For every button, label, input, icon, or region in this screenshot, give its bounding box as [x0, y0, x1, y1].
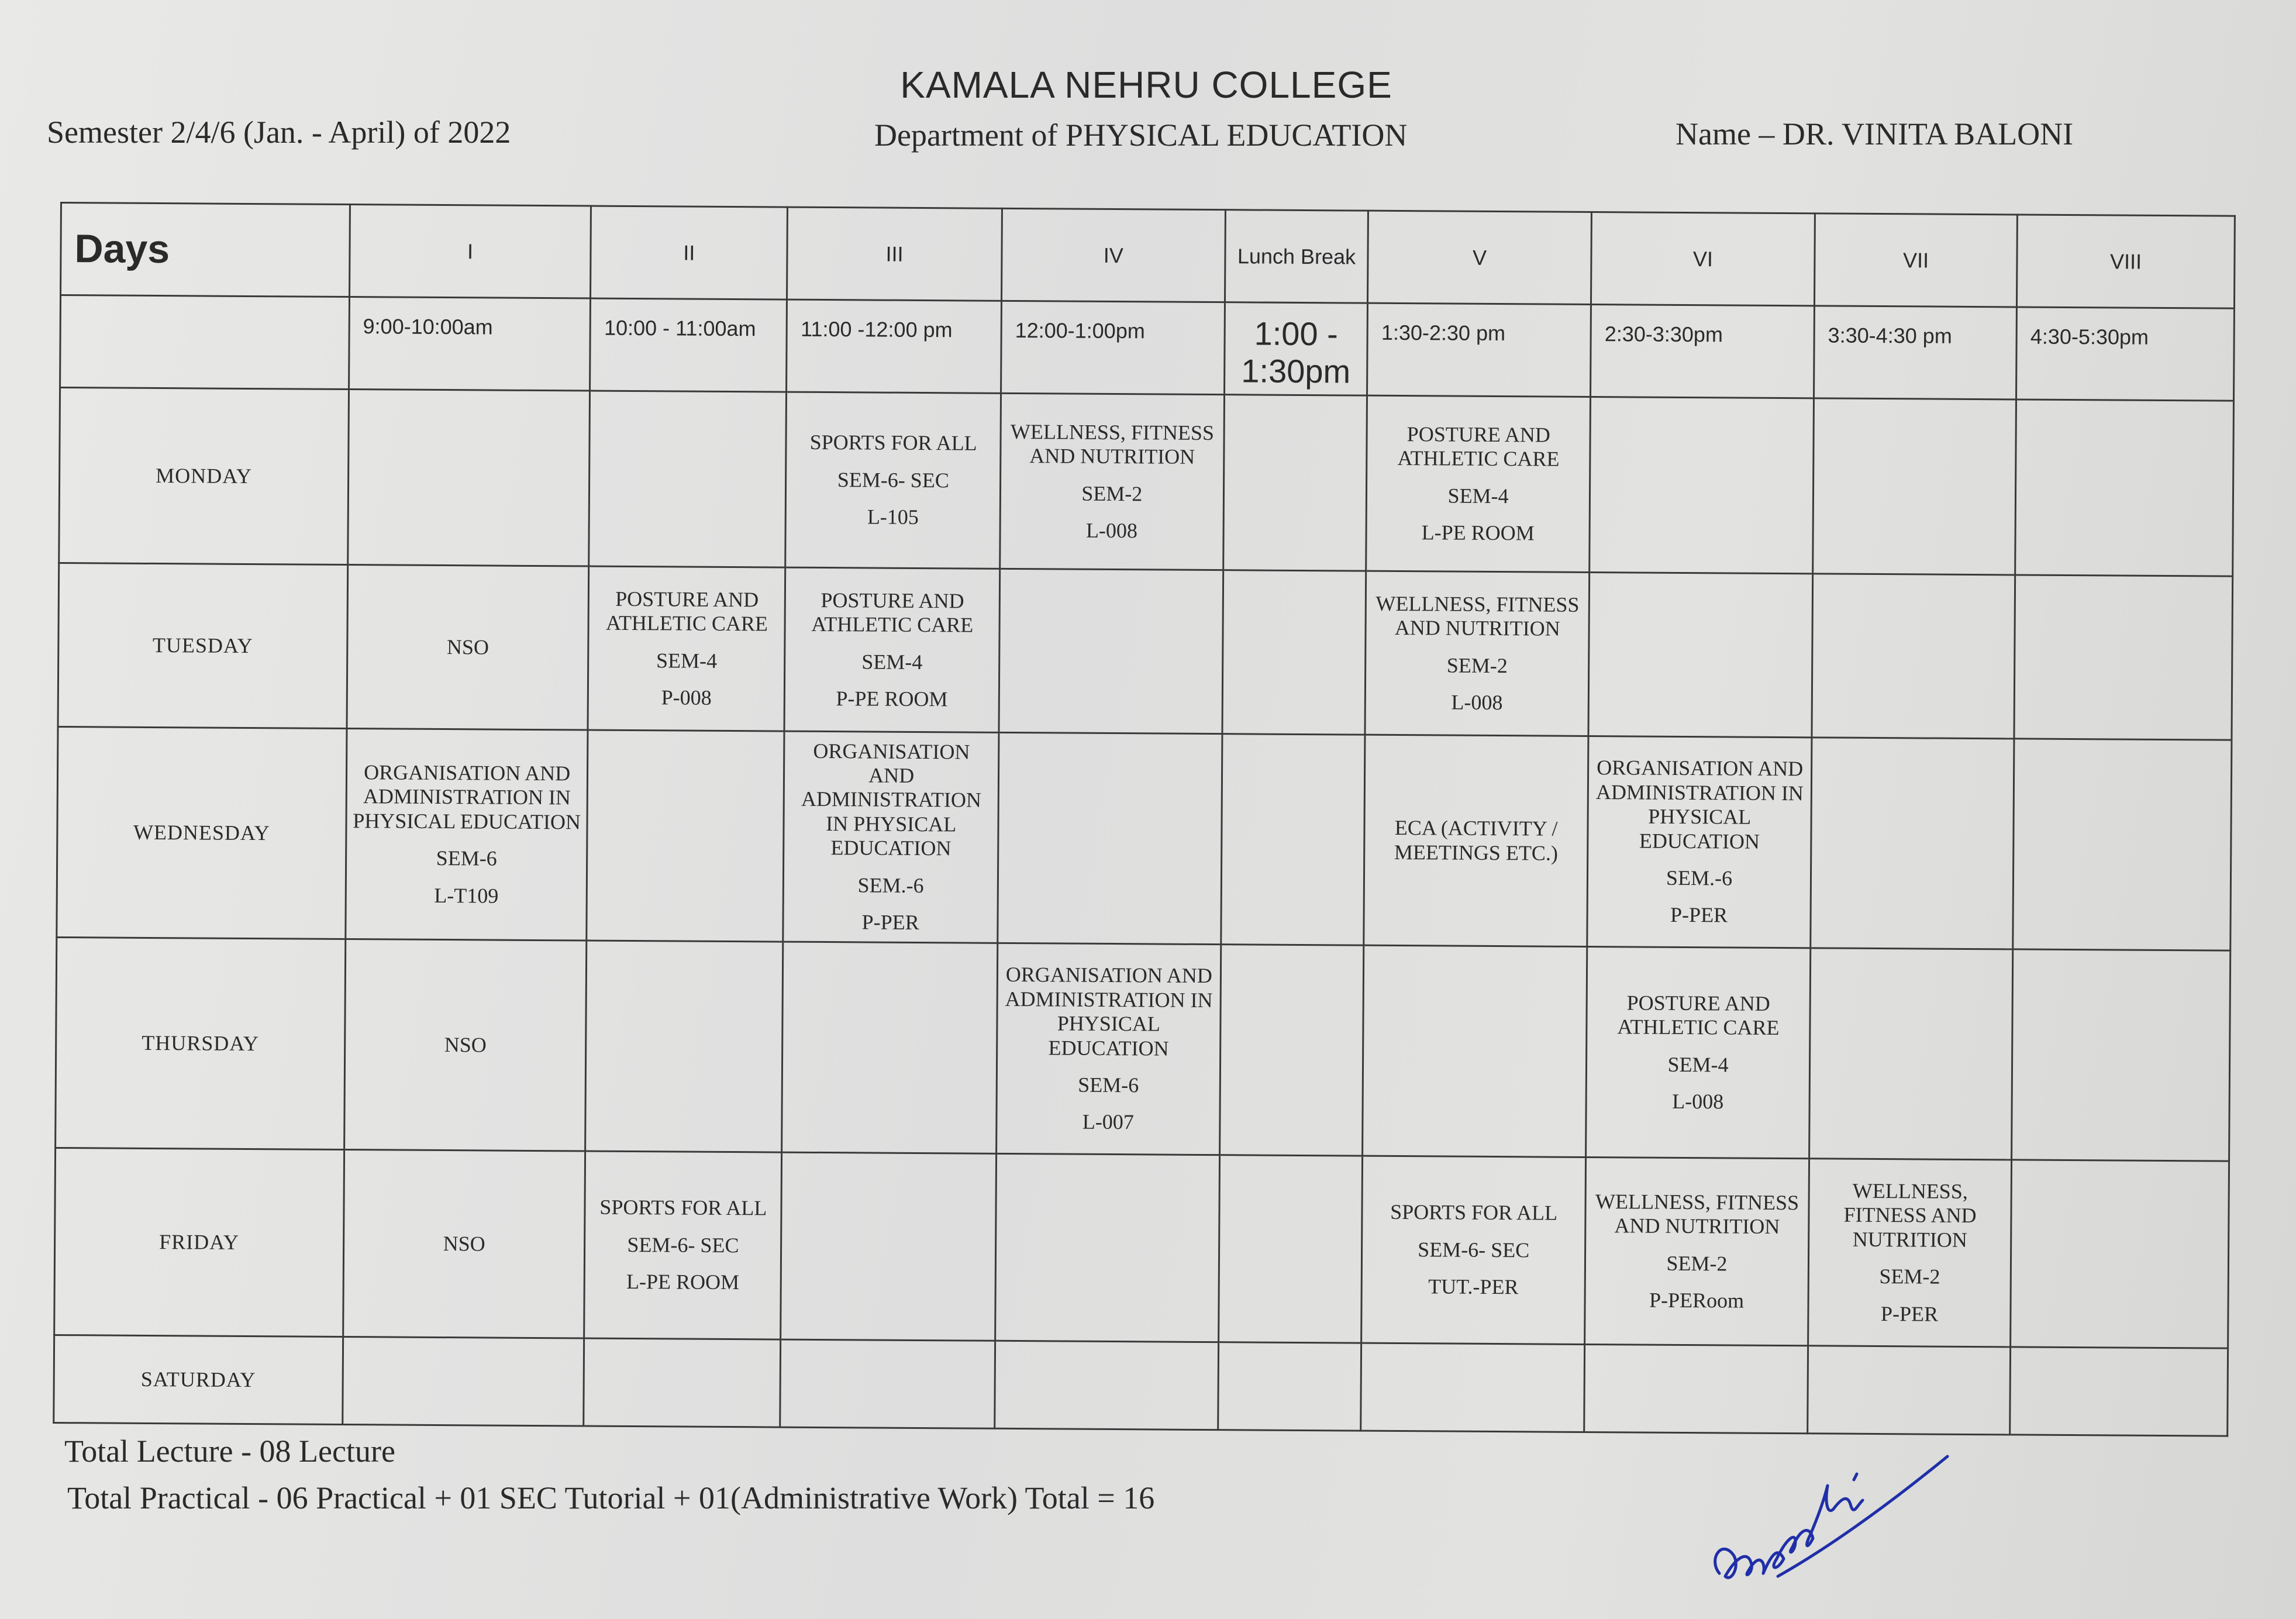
time-slot-8: 3:30-4:30 pm	[1814, 306, 2016, 399]
schedule-cell	[995, 1153, 1220, 1342]
timetable	[53, 202, 2236, 1437]
semester-code: SEM-6- SEC	[627, 1232, 739, 1257]
time-row-blank	[60, 295, 350, 390]
schedule-cell	[585, 941, 783, 1152]
total-lecture: Total Lecture - 08 Lecture	[64, 1434, 395, 1469]
schedule-cell	[587, 730, 784, 942]
room-code: L-T109	[434, 883, 499, 908]
day-label: MONDAY	[59, 388, 349, 565]
schedule-cell	[995, 1341, 1219, 1429]
schedule-cell	[2010, 1347, 2228, 1436]
schedule-cell	[1590, 397, 1814, 573]
time-slot-2: 10:00 - 11:00am	[590, 298, 787, 392]
room-code: P-008	[661, 686, 712, 709]
period-header-7: VI	[1591, 212, 1815, 305]
schedule-cell	[1812, 574, 2015, 739]
department-label: Department of PHYSICAL EDUCATION	[874, 118, 1408, 153]
semester-code: SEM-6- SEC	[1418, 1238, 1530, 1262]
time-slot-6: 1:30-2:30 pm	[1367, 303, 1591, 397]
schedule-cell	[2015, 399, 2234, 576]
schedule-cell	[348, 390, 590, 567]
schedule-cell	[1808, 1346, 2011, 1435]
schedule-cell	[1365, 571, 1590, 736]
room-code: L-105	[867, 505, 919, 529]
course-name: POSTURE AND ATHLETIC CARE	[1617, 991, 1780, 1040]
schedule-cell	[343, 1336, 584, 1426]
schedule-cell	[1218, 1342, 1361, 1431]
schedule-cell	[1361, 1343, 1585, 1432]
course-name: WELLNESS, FITNESS AND NUTRITION	[1595, 1189, 1799, 1239]
time-row	[60, 295, 2235, 401]
period-header-9: VIII	[2017, 215, 2235, 308]
schedule-cell	[1808, 1159, 2012, 1347]
schedule-cell	[783, 731, 999, 943]
period-header-4: IV	[1001, 208, 1225, 302]
period-header-2: II	[591, 206, 788, 299]
room-code: P-PERoom	[1649, 1288, 1745, 1313]
schedule-cell	[2012, 949, 2231, 1161]
schedule-cell	[584, 1151, 782, 1339]
schedule-cell	[1364, 735, 1588, 946]
time-slot-4: 12:00-1:00pm	[1001, 301, 1225, 394]
room-code: P-PE ROOM	[836, 687, 948, 711]
course-name: POSTURE AND ATHLETIC CARE	[1397, 422, 1560, 471]
semester-code: SEM-4	[1447, 484, 1509, 508]
course-name: WELLNESS, FITNESS AND NUTRITION	[1010, 419, 1215, 469]
course-name: POSTURE AND ATHLETIC CARE	[811, 588, 974, 637]
schedule-cell	[999, 569, 1223, 733]
schedule-cell	[344, 939, 587, 1152]
total-practical: Total Practical - 06 Practical + 01 SEC Tutorial + 01(Administrative Work) Total = 16	[67, 1480, 1155, 1515]
course-name: SPORTS FOR ALL	[809, 430, 977, 455]
schedule-cell	[782, 942, 998, 1153]
day-row-saturday	[54, 1335, 2228, 1436]
signature-stroke	[1715, 1474, 1863, 1577]
schedule-cell	[997, 943, 1221, 1155]
college-title: KAMALA NEHRU COLLEGE	[900, 64, 1392, 106]
room-code: L-008	[1451, 690, 1503, 714]
semester-code: SEM-6	[1078, 1073, 1139, 1097]
schedule-cell	[2014, 575, 2233, 740]
room-code: P-PER	[861, 910, 919, 934]
day-label: THURSDAY	[56, 937, 346, 1149]
schedule-cell	[2013, 739, 2232, 950]
day-row-friday	[54, 1148, 2229, 1348]
semester-code: SEM.-6	[1666, 866, 1733, 890]
schedule-cell	[781, 1152, 997, 1341]
semester-code: SEM-6	[436, 846, 497, 870]
course-name: SPORTS FOR ALL	[1390, 1200, 1558, 1225]
room-code: TUT.-PER	[1428, 1274, 1519, 1299]
schedule-cell	[1366, 395, 1591, 572]
period-header-row	[61, 203, 2235, 309]
schedule-cell	[1588, 572, 1813, 737]
period-header-1: I	[349, 205, 591, 299]
schedule-cell	[347, 565, 589, 731]
schedule-cell	[1222, 570, 1366, 735]
semester-code: SEM-4	[656, 648, 718, 673]
room-code: P-PER	[1880, 1301, 1939, 1326]
signature	[1708, 1439, 1953, 1591]
schedule-cell	[1586, 946, 1811, 1158]
period-header-6: V	[1368, 211, 1592, 304]
schedule-cell	[343, 1149, 585, 1338]
schedule-cell	[1221, 734, 1366, 945]
schedule-cell	[1587, 736, 1812, 948]
semester-code: SEM-2	[1446, 653, 1508, 677]
period-header-8: VII	[1814, 213, 2017, 307]
schedule-cell	[1363, 945, 1587, 1157]
day-row-tuesday	[58, 563, 2233, 740]
schedule-cell	[1223, 395, 1367, 571]
schedule-cell	[1813, 398, 2016, 575]
schedule-cell	[1218, 1155, 1362, 1343]
day-label: WEDNESDAY	[57, 726, 347, 939]
time-slot-3: 11:00 -12:00 pm	[787, 299, 1002, 393]
period-header-3: III	[787, 207, 1002, 301]
schedule-cell	[780, 1339, 995, 1428]
course-name: NSO	[444, 1032, 487, 1057]
schedule-cell	[1809, 948, 2013, 1160]
day-label: FRIDAY	[54, 1148, 344, 1336]
course-name: SPORTS FOR ALL	[599, 1196, 767, 1220]
semester-code: SEM-6- SEC	[837, 467, 949, 492]
course-name: NSO	[443, 1231, 485, 1256]
semester-code: SEM-2	[1879, 1265, 1940, 1289]
schedule-cell	[1219, 945, 1364, 1156]
day-label: SATURDAY	[54, 1335, 343, 1424]
day-row-wednesday	[57, 726, 2232, 950]
course-name: ORGANISATION AND ADMINISTRATION IN PHYSICAL EDUCATION	[353, 760, 581, 834]
schedule-cell	[1811, 738, 2014, 949]
semester-code: SEM-2	[1666, 1251, 1728, 1275]
room-code: L-PE ROOM	[626, 1270, 740, 1294]
room-code: P-PER	[1670, 903, 1728, 927]
course-name: WELLNESS, FITNESS AND NUTRITION	[1843, 1179, 1977, 1252]
days-header: Days	[61, 203, 350, 297]
teacher-name: Name – DR. VINITA BALONI	[1676, 116, 2074, 151]
schedule-cell	[589, 391, 787, 567]
semester-code: SEM-4	[1667, 1052, 1729, 1076]
schedule-cell	[2011, 1160, 2229, 1348]
course-name: ORGANISATION AND ADMINISTRATION IN PHYSICAL EDUCATION	[801, 739, 982, 860]
schedule-cell	[1584, 1344, 1808, 1433]
room-code: L-008	[1672, 1089, 1724, 1114]
time-slot-9: 4:30-5:30pm	[2016, 307, 2235, 401]
course-name: POSTURE AND ATHLETIC CARE	[605, 587, 768, 636]
time-slot-7: 2:30-3:30pm	[1591, 304, 1815, 398]
period-header-5: Lunch Break	[1225, 210, 1368, 303]
schedule-cell	[1585, 1157, 1809, 1345]
course-name: ORGANISATION AND ADMINISTRATION IN PHYSICAL EDUCATION	[1005, 963, 1213, 1060]
time-slot-1: 9:00-10:00am	[349, 297, 590, 391]
signature-underline	[1778, 1456, 1947, 1576]
semester-label: Semester 2/4/6 (Jan. - April) of 2022	[47, 115, 511, 150]
semester-code: SEM-2	[1081, 481, 1143, 505]
schedule-cell	[785, 392, 1001, 569]
schedule-cell	[1000, 393, 1225, 570]
day-label: TUESDAY	[58, 563, 348, 728]
schedule-cell	[998, 732, 1222, 944]
course-name: NSO	[446, 635, 489, 659]
course-name: WELLNESS, FITNESS AND NUTRITION	[1375, 591, 1580, 640]
room-code: L-007	[1082, 1110, 1134, 1134]
day-row-monday	[59, 388, 2234, 577]
schedule-cell	[784, 567, 999, 732]
time-slot-5: 1:00 - 1:30pm	[1224, 302, 1367, 395]
schedule-cell	[1361, 1156, 1586, 1344]
room-code: L-PE ROOM	[1421, 521, 1535, 545]
schedule-cell	[588, 566, 785, 731]
course-name: ECA (ACTIVITY / MEETINGS ETC.)	[1394, 816, 1559, 865]
day-row-thursday	[56, 937, 2231, 1161]
course-name: ORGANISATION AND ADMINISTRATION IN PHYSICAL EDUCATION	[1595, 756, 1804, 853]
semester-code: SEM-4	[861, 649, 923, 674]
schedule-cell	[346, 729, 588, 941]
room-code: L-008	[1085, 518, 1138, 543]
schedule-cell	[584, 1338, 781, 1427]
semester-code: SEM.-6	[857, 873, 924, 897]
